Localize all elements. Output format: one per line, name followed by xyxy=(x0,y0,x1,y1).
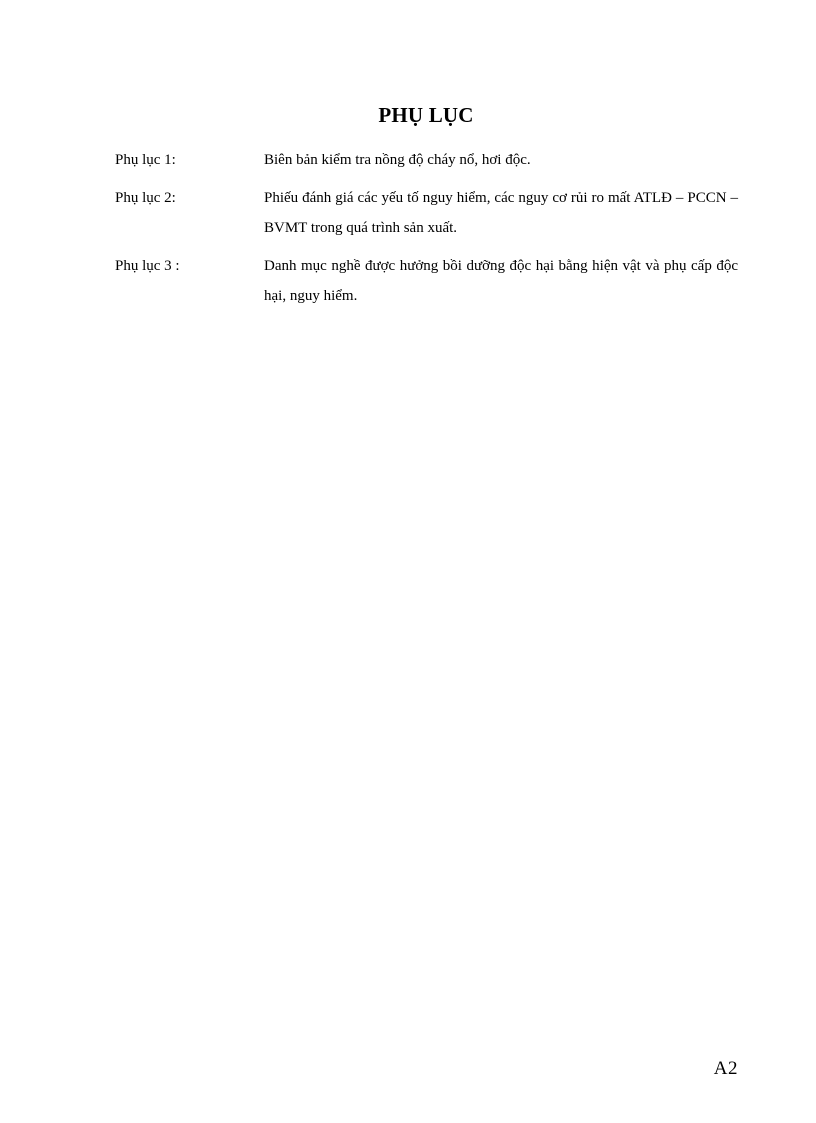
appendix-label: Phụ lục 1: xyxy=(115,152,176,168)
appendix-item-2 xyxy=(115,183,738,243)
appendix-label: Phụ lục 2: xyxy=(115,190,176,206)
appendix-item-1 xyxy=(115,145,738,175)
appendix-list xyxy=(115,145,738,319)
page-number: A2 xyxy=(713,1058,738,1079)
appendix-item-3 xyxy=(115,251,738,311)
appendix-description: Danh mục nghề được hưởng bồi dưỡng độc hại bằng hiện vật và phụ cấp độc hại, nguy hiểm. xyxy=(264,258,738,304)
appendix-description: Biên bản kiểm tra nồng độ cháy nổ, hơi độc. xyxy=(264,152,531,168)
page-title: PHỤ LỤC xyxy=(378,103,474,127)
appendix-description: Phiếu đánh giá các yếu tố nguy hiểm, các nguy cơ rủi ro mất ATLĐ – PCCN – BVMT trong quá trình sản xuất. xyxy=(264,190,738,236)
appendix-label: Phụ lục 3 : xyxy=(115,258,180,274)
